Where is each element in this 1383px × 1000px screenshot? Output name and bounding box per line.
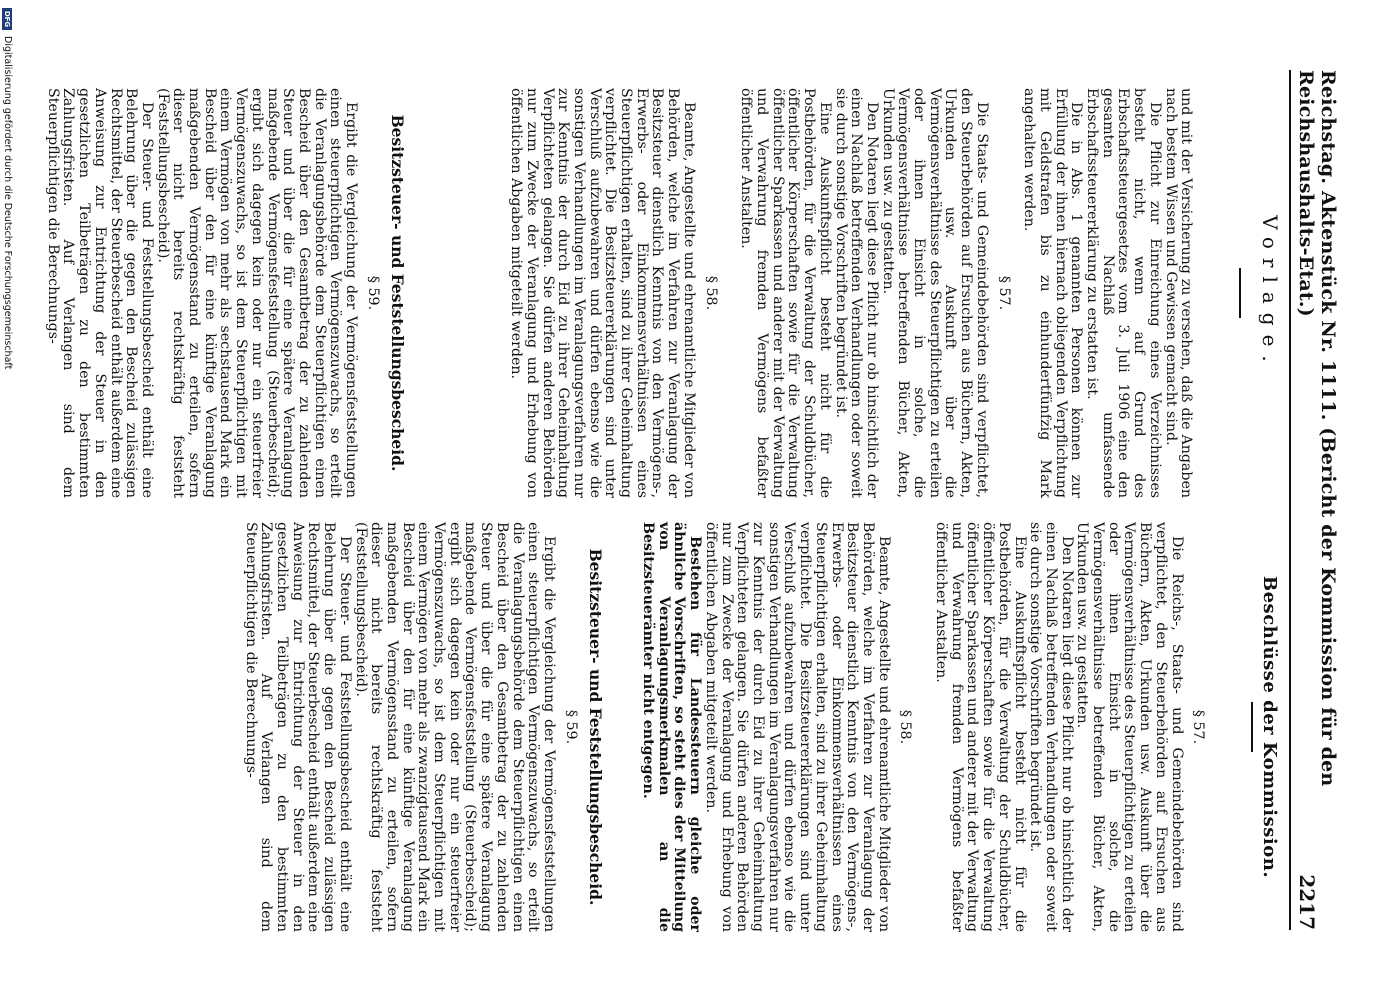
paragraph: Eine Auskunftspflicht besteht nicht für die Postbehörden, für die Verwaltung der Schuldbücher, öffentlicher Körperschaften sowie für die Verwaltung öffentlicher Sparkassen und anderer mit der Verwaltung und Verwahrung fremden Vermögens befaßter öffentlicher Anstalten. — [933, 522, 1028, 932]
paragraph: Den Notaren liegt diese Pflicht nur ob hinsichtlich der einen Nachlaß betreffenden Verhandlungen oder soweit sie durch sonstige Vorschriften begründet ist. — [832, 88, 880, 498]
paragraph: Beamte, Angestellte und ehrenamtliche Mitglieder von Behörden, welche im Verfahren zur Veranlagung der Besitzsteuer dienstlich Kenntnis von den Vermögens-, Erwerbs- oder Einkommensverhältnissen eines Steuerpflichtigen erhalten, sind zu ihrer Geheimhaltung verpflichtet. Die Besitzsteuererklärungen sind unter Verschluß aufzubewahren und dürfen ebenso wie die sonstigen Verhandlungen im Veranlagungsverfahren nur zur Kenntnis der durch Eid zu ihrer Geheimhaltung Verpflichteten gelangen. Sie dürfen anderen Behörden nur zum Zwecke der Veranlagung und Erhebung von öffentlichen Abgaben mitgeteilt werden. — [702, 522, 892, 932]
paragraph: Die Reichs-, Staats- und Gemeindebehörden sind verpflichtet, den Steuerbehörden auf Ersuchen aus Büchern, Akten, Urkunden usw. Auskunft über die Vermögensverhältnisse des Steuerpflichtigen zu erteilen oder ihnen Einsicht in solche, die Vermögensverhältnisse betreffenden Bücher, Akten, Urkunden usw. zu gestatten. — [1074, 522, 1185, 932]
paragraph: Der Steuer- und Feststellungsbescheid enthält eine Belehrung über die gegen den Bescheid zulässigen Rechtsmittel, der Steuerbescheid enthält außerdem eine Anweisung zur Entrichtung der Steuer in den gesetzlichen Teilbeträgen zu den bestimmten Zahlungsfristen. Auf Verlangen sind dem Steuerpflichtigen die Berechnungs- — [242, 522, 353, 932]
page-header — [1289, 70, 1339, 930]
section-number-59: § 59. — [364, 275, 381, 311]
spacer — [441, 88, 507, 498]
paragraph: und mit der Versicherung zu versehen, daß die Angaben nach bestem Wissen und Gewissen gemacht sind. — [1162, 88, 1195, 498]
paragraph: Die Staats- und Gemeindebehörden sind verpflichtet, den Steuerbehörden auf Ersuchen aus Büchern, Akten, Urkunden usw. Auskunft über die Vermögensverhältnisse des Steuerpflichtigen zu erteilen oder ihnen Einsicht in solche, die Vermögensverhältnisse betreffenden Bücher, Akten, Urkunden usw. zu gestatten. — [879, 88, 990, 498]
header-title: Reichstag. Aktenstück Nr. 1111. (Bericht der Kommission für den Reichshaushalts-Etat.) — [1295, 70, 1339, 787]
page-number: 2217 — [1295, 874, 1319, 930]
heading-rule — [1251, 702, 1253, 752]
column-vorlage — [44, 88, 1283, 498]
digitization-text: Digitalisierung gefördert durch die Deutsche Forschungsgemeinschaft — [2, 36, 13, 370]
paragraph-bold-addition: Bestehen für Landessteuern gleiche oder ähnliche Vorschriften, so steht dies der Mitteilung von Veranlagungsmerkmalen an die Besitzsteuerämter nicht entgegen. — [640, 522, 704, 932]
paragraph: Beamte, Angestellte und ehrenamtliche Mitglieder von Behörden, welche im Verfahren zur Veranlagung der Besitzsteuer dienstlich Kenntnis von den Vermögens-, Erwerbs- oder Einkommensverhältnissen eines Steuerpflichtigen erhalten, sind zu ihrer Geheimhaltung verpflichtet. Die Besitzsteuererklärungen sind unter Verschluß aufzubewahren und dürfen ebenso wie die sonstigen Verhandlungen im Veranlagungsverfahren nur zur Kenntnis der durch Eid zu ihrer Geheimhaltung Verpflichteten gelangen. Sie dürfen anderen Behörden nur zum Zwecke der Veranlagung und Erhebung von öffentlichen Abgaben mitgeteilt werden. — [508, 88, 697, 498]
section-number-58: § 58. — [702, 275, 719, 311]
heading-rule — [1239, 268, 1241, 318]
column-heading-beschluesse: Beschlüsse der Kommission. — [1259, 575, 1280, 879]
paragraph: Ergibt die Vergleichung der Vermögensfeststellungen einen steuerpflichtigen Vermögenszuwachs, so erteilt die Veranlagungsbehörde dem Steuerpflichtigen einen Bescheid über den Gesamtbetrag der zu zahlenden Steuer und über die für eine spätere Veranlagung maßgebende Vermögensfeststellung (Steuerbescheid); ergibt sich dagegen kein oder nur ein steuerfreier Vermögenszuwachs, so ist dem Steuerpflichtigen mit einem Vermögen von mehr als zwanzigtausend Mark ein Bescheid über den für eine künftige Veranlagung maßgebenden Vermögensstand zu erteilen, sofern dieser nicht bereits rechtskräftig feststeht (Feststellungsbescheid). — [352, 522, 557, 932]
column-heading-vorlage: Vorlage. — [1258, 215, 1282, 371]
section-number-57: § 57. — [1190, 709, 1207, 745]
dfg-logo: DFG — [3, 8, 13, 30]
section-number-59: § 59. — [562, 709, 579, 745]
section-number-58: § 58. — [897, 709, 914, 745]
paragraph: Den Notaren liegt diese Pflicht nur ob hinsichtlich der einen Nachlaß betreffenden Verhandlungen oder soweit sie durch sonstige Vorschriften begründet ist. — [1027, 522, 1075, 932]
section-title: Besitzsteuer- und Feststellungsbescheid. — [388, 114, 408, 472]
section-number-57: § 57. — [995, 275, 1012, 311]
paragraph: Die in Abs. 1 genannten Personen können zur Erfüllung der ihnen hiernach obliegenden Verpflichtung mit Geldstrafen bis zu einhundertfünfzig Mark angehalten werden. — [1021, 88, 1085, 498]
digitization-note — [0, 0, 15, 1000]
paragraph: Ergibt die Vergleichung der Vermögensfeststellungen einen steuerpflichtigen Vermögenszuwachs, so erteilt die Veranlagungsbehörde dem Steuerpflichtigen einen Bescheid über den Gesamtbetrag der zu zahlenden Steuer und über die für eine spätere Veranlagung maßgebende Vermögensfeststellung (Steuerbescheid); ergibt sich dagegen kein oder nur ein steuerfreier Vermögenszuwachs, so ist dem Steuerpflichtigen mit einem Vermögen von mehr als sechstausend Mark ein Bescheid über den für eine künftige Veranlagung maßgebenden Vermögensstand zu erteilen, sofern dieser nicht bereits rechtskräftig feststeht (Feststellungsbescheid). — [154, 88, 360, 498]
section-title: Besitzsteuer- und Feststellungsbescheid. — [586, 548, 606, 906]
column-beschluesse — [242, 522, 1283, 932]
paragraph: Die Pflicht zur Einreichung eines Verzeichnisses besteht nicht, wenn auf Grund des Erbschaftssteuergesetzes vom 3. Juli 1906 eine den gesamten Nachlaß umfassende Erbschaftssteuererklärung zu erstatten ist. — [1084, 88, 1163, 498]
paragraph: Der Steuer- und Feststellungsbescheid enthält eine Belehrung über die gegen den Bescheid zulässigen Rechtsmittel, der Steuerbescheid enthält außerdem eine Anweisung zur Entrichtung der Steuer in den gesetzlichen Teilbeträgen zu den bestimmten Zahlungsfristen. Auf Verlangen sind dem Steuerpflichtigen die Berechnungs- — [44, 88, 155, 498]
paragraph: Eine Auskunftspflicht besteht nicht für die Postbehörden, für die Verwaltung der Schuldbücher, öffentlicher Körperschaften sowie für die Verwaltung öffentlicher Sparkassen und anderer mit der Verwaltung und Verwahrung fremden Vermögens befaßter öffentlicher Anstalten. — [738, 88, 833, 498]
